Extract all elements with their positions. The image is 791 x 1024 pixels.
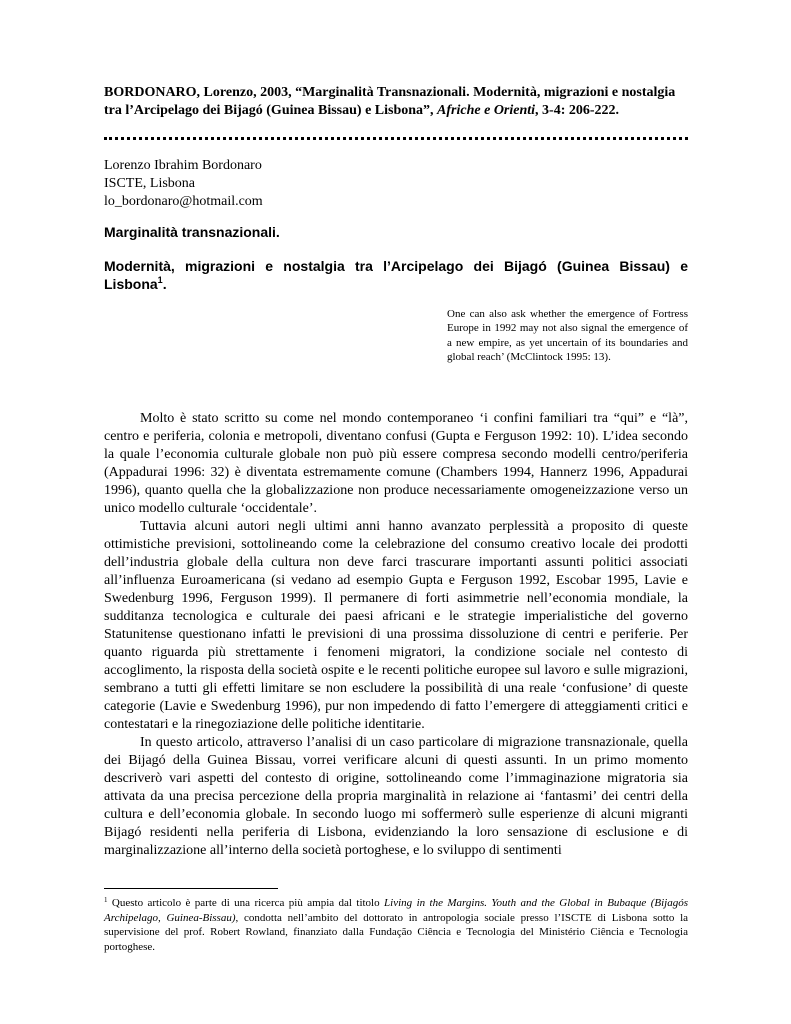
- body-paragraph: Tuttavia alcuni autori negli ultimi anni hanno avanzato perplessità a proposito di queste ottimistiche previsioni, sottolineando come la celebrazione del consumo creativo locale dei prodotti dell’industria globale della cultura non deve farci trascurare importanti assunti politici associati all’influenza Euroamericana (si vedano ad esempio Gupta e Ferguson 1992, Escobar 1995, Lavie e Swedenburg 1996, Ferguson 1999). Il permanere di forti asimmetrie nell’economia mondiale, la sudditanza tecnologica e culturale dei paesi africani e le strategie imperialistiche del governo Statunitense questionano infatti le previsioni di una prossima dissoluzione di centri e periferie. Per quanto riguarda più strettamente i fenomeni migratori, la condizione sociale nel contesto di accoglimento, la risposta della società ospite e le recenti politiche europee sul lavoro e sulle migrazioni, sembrano a tutti gli effetti limitare se non escludere la possibilità di una reale ‘confusione’ di queste categorie (Lavie e Swedenburg 1996), pur non impedendo di fatto l’emergere di atteggiamenti critici e contestatari e la rinegoziazione delle politiche identitarie.: [104, 519, 688, 732]
- article-title: Marginalità transnazionali.: [104, 224, 280, 240]
- citation-header: [104, 84, 688, 120]
- body-text: [104, 410, 688, 860]
- footnote: [104, 896, 688, 954]
- article-subtitle: [104, 257, 688, 293]
- author-affiliation: ISCTE, Lisbona: [104, 176, 195, 191]
- footnote-reference[interactable]: 1: [157, 275, 163, 285]
- subtitle-text: Modernità, migrazioni e nostalgia tra l’Arcipelago dei Bijagó (Guinea Bissau) e Lisbona: [104, 258, 688, 292]
- footnote-title: Living in the Margins. Youth and the Global in Bubaque (Bijagós Archipelago, Guinea-Bissau): [104, 897, 689, 924]
- citation-main: BORDONARO, Lorenzo, 2003, “Marginalità Transnazionali. Modernità, migrazioni e nostalgia tra l’Arcipelago dei Bijagó (Guinea Bissau) e Lisbona”,: [104, 85, 676, 118]
- subtitle-end: .: [162, 276, 167, 292]
- citation-journal: Afriche e Orienti: [437, 103, 536, 118]
- body-paragraph: In questo articolo, attraverso l’analisi di un caso particolare di migrazione transnazionale, quella dei Bijagó della Guinea Bissau, vorrei verificare alcuni di questi assunti. In un primo momento descriverò vari aspetti del contesto di origine, sottolineando come l’immaginazione migratoria sia attivata da una precisa percezione della propria marginalità in relazione ai ‘fantasmi’ dei centri della cultura e dell’economia globale. In secondo luogo mi soffermerò sulle esperienze di alcuni migranti Bijagó residenti nella periferia di Lisbona, evidenziando la loro sensazione di esclusione e di marginalizzazione all’interno della società portoghese, e lo sviluppo di sentimenti: [104, 735, 688, 858]
- footnote-separator: [104, 888, 278, 889]
- author-email: lo_bordonaro@hotmail.com: [104, 194, 263, 209]
- footnote-text-before: Questo articolo è parte di una ricerca più ampia dal titolo: [107, 897, 385, 909]
- footnote-text-after: , condotta nell’ambito del dottorato in antropologia sociale presso l’ISCTE di Lisbona sotto la supervisione del prof. Robert Rowland, finanziato dalla Fundação Ciência e Tecnologia del Ministério Ciência e Tecnologia portoghese.: [104, 911, 689, 953]
- footnote-mark: 1: [104, 896, 108, 904]
- citation-pages: , 3-4: 206-222.: [535, 103, 620, 118]
- body-paragraph: Molto è stato scritto su come nel mondo contemporaneo ‘i confini familiari tra “qui” e “là”, centro e periferia, colonia e metropoli, diventano confusi (Gupta e Ferguson 1992: 10). L’idea secondo la quale l’economia culturale globale non può più essere compresa secondo modelli centro/periferia (Appadurai 1996: 32) è diventata estremamente comune (Chambers 1994, Hannerz 1996, Appadurai 1996), quanto quella che la globalizzazione non produce necessariamente omogeneizzazione verso un unico modello culturale ‘occidentale’.: [104, 411, 688, 516]
- dotted-divider: [104, 137, 688, 140]
- author-block: [104, 157, 263, 211]
- author-name: Lorenzo Ibrahim Bordonaro: [104, 158, 262, 173]
- epigraph-quote: One can also ask whether the emergence of Fortress Europe in 1992 may not also signal the emergence of a new empire, as yet uncertain of its boundaries and global reach’ (McClintock 1995: 13).: [447, 308, 688, 363]
